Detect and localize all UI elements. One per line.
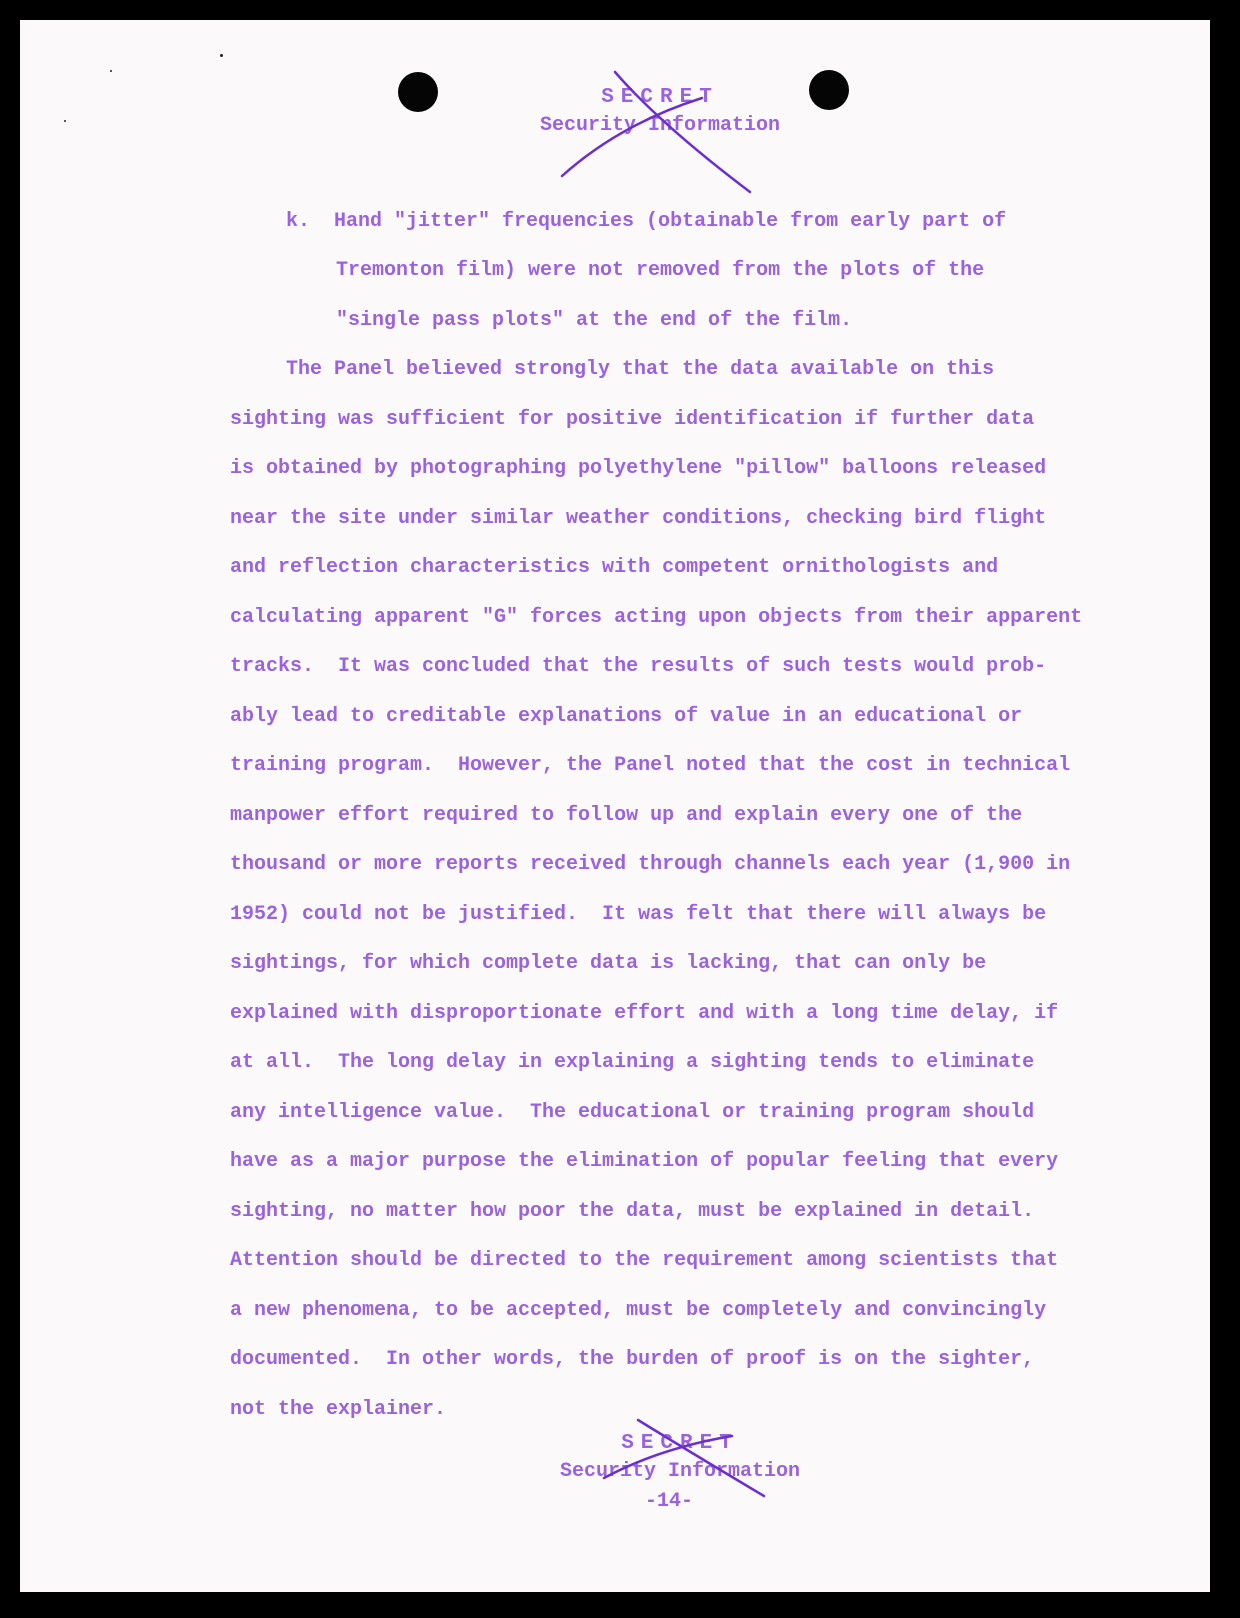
paragraph-line: ably lead to creditable explanations of value in an educational or (230, 705, 1023, 728)
document-page (20, 20, 1210, 1592)
paragraph-line: tracks. It was concluded that the results of such tests would prob- (230, 655, 1047, 678)
paragraph-line: sighting was sufficient for positive identification if further data (230, 408, 1035, 431)
paragraph-line: any intelligence value. The educational or training program should (230, 1101, 1035, 1124)
paragraph-line: sighting, no matter how poor the data, must be explained in detail. (230, 1200, 1035, 1223)
item-k-line: k. Hand "jitter" frequencies (obtainable from early part of (286, 210, 1007, 233)
paragraph-line: explained with disproportionate effort and with a long time delay, if (230, 1002, 1059, 1025)
footer-strikethrough-mark (580, 1412, 800, 1502)
paper-speck (64, 120, 66, 122)
paragraph-line: calculating apparent "G" forces acting upon objects from their apparent (230, 606, 1083, 629)
paper-speck (220, 54, 223, 57)
paragraph-line: Attention should be directed to the requirement among scientists that (230, 1249, 1059, 1272)
paragraph-line: 1952) could not be justified. It was felt that there will always be (230, 903, 1047, 926)
footer-secret-label: SECRET (621, 1432, 739, 1455)
item-k-line: "single pass plots" at the end of the film. (336, 309, 853, 332)
paragraph-line: thousand or more reports received through channels each year (1,900 in (230, 853, 1071, 876)
paragraph-line: training program. However, the Panel noted that the cost in technical (230, 754, 1071, 777)
paragraph-line: a new phenomena, to be accepted, must be completely and convincingly (230, 1299, 1047, 1322)
paragraph-line: documented. In other words, the burden of proof is on the sighter, (230, 1348, 1035, 1371)
paragraph-line: have as a major purpose the elimination of popular feeling that every (230, 1150, 1059, 1173)
paragraph-line: manpower effort required to follow up and explain every one of the (230, 804, 1023, 827)
header-strikethrough-mark (540, 64, 760, 204)
header-secret-label: SECRET (601, 86, 719, 109)
paragraph-line: near the site under similar weather conditions, checking bird flight (230, 507, 1047, 530)
footer-security-information: Security Information (559, 1460, 801, 1483)
punch-hole-right (809, 70, 849, 110)
paragraph-line: not the explainer. (230, 1398, 447, 1421)
item-k-line: Tremonton film) were not removed from the plots of the (336, 259, 985, 282)
page-number: -14- (645, 1490, 694, 1513)
paper-speck (110, 70, 112, 72)
paragraph-line: sightings, for which complete data is lacking, that can only be (230, 952, 987, 975)
paragraph-line: The Panel believed strongly that the data available on this (286, 358, 995, 381)
punch-hole-left (398, 72, 438, 112)
header-security-information: Security Information (539, 114, 781, 137)
paragraph-line: is obtained by photographing polyethylene "pillow" balloons released (230, 457, 1047, 480)
paragraph-line: at all. The long delay in explaining a sighting tends to eliminate (230, 1051, 1035, 1074)
paragraph-line: and reflection characteristics with competent ornithologists and (230, 556, 999, 579)
